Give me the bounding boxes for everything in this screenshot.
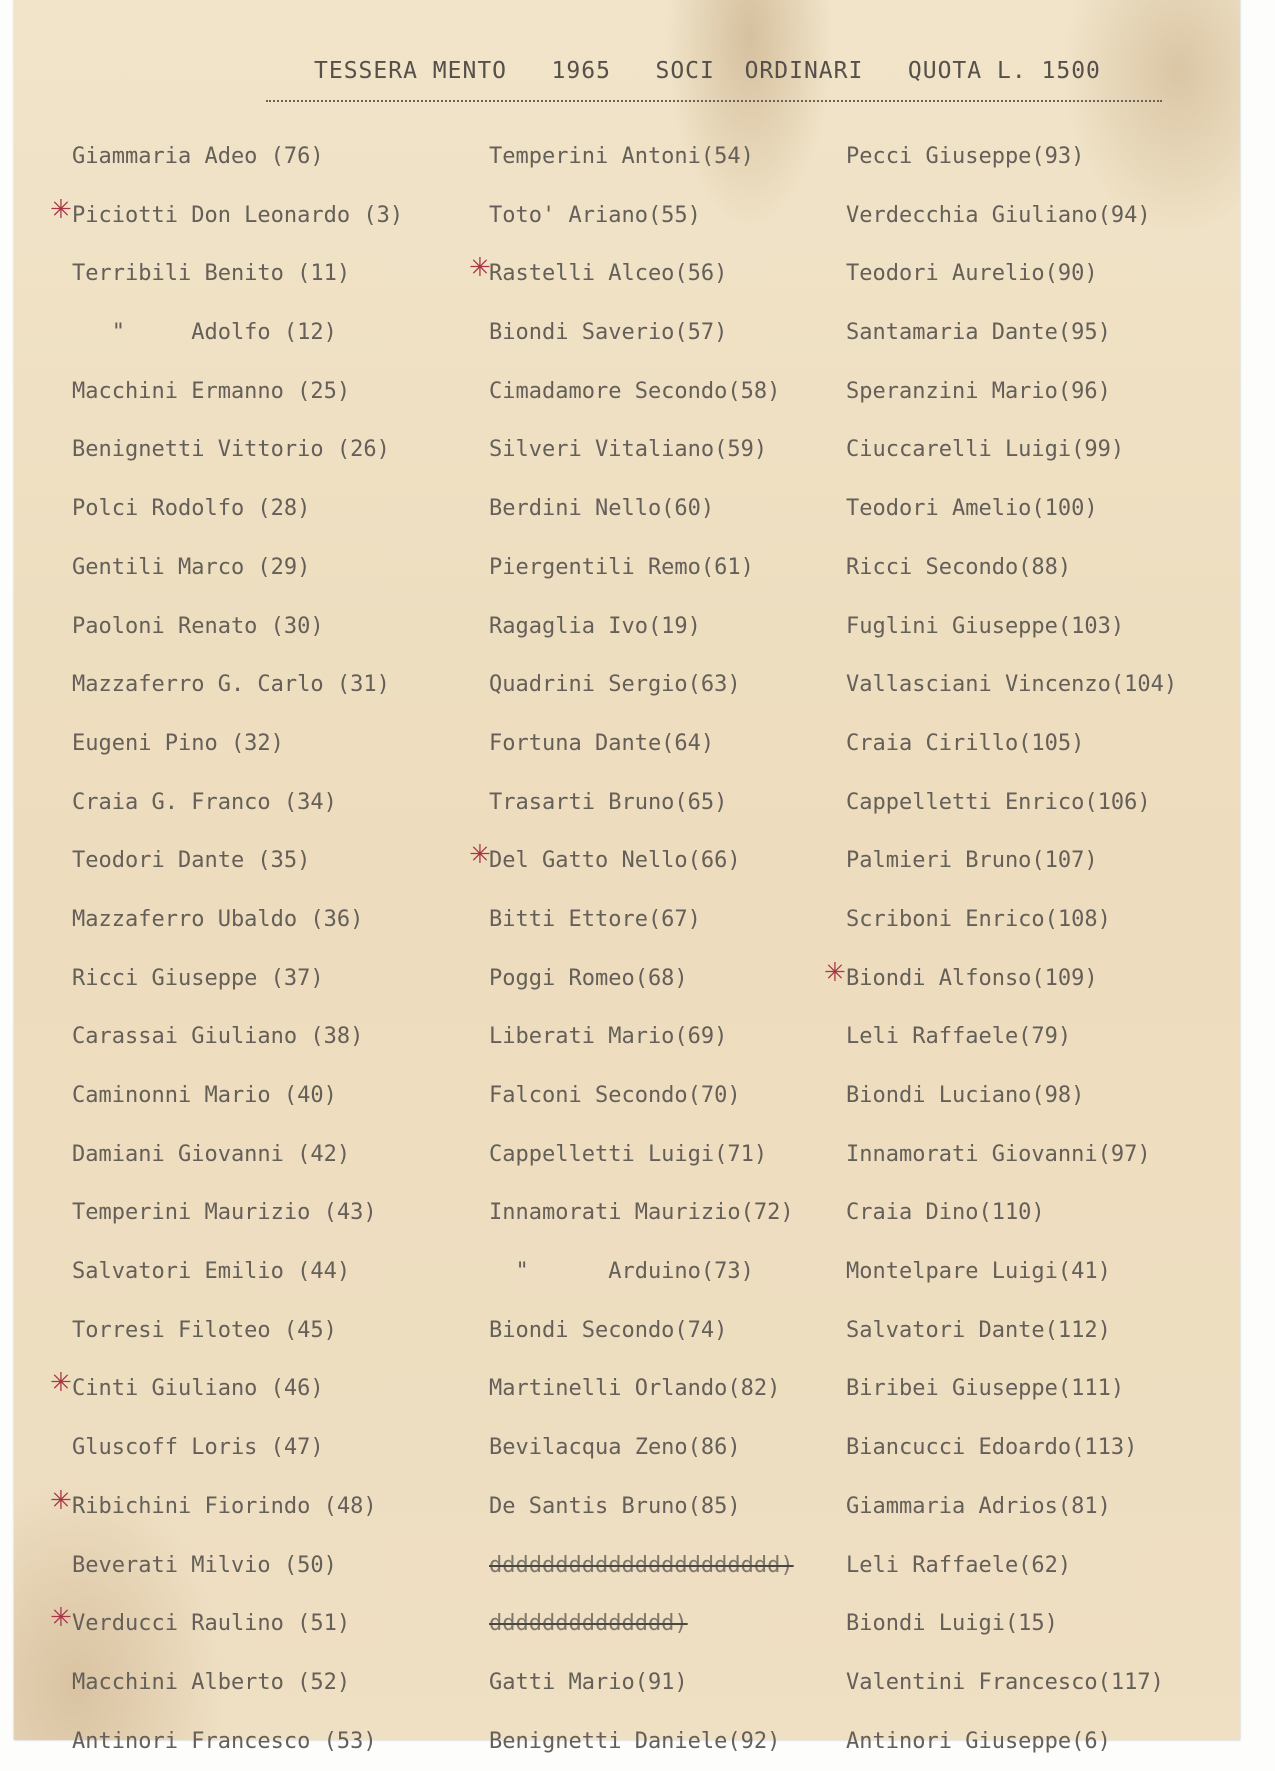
- red-asterisk-icon: ✳: [50, 1485, 72, 1516]
- member-name: Teodori Amelio(100): [846, 496, 1098, 522]
- member-entry: [846, 128, 1177, 187]
- member-entry: [489, 1008, 794, 1067]
- member-entry: [846, 1537, 1177, 1596]
- member-name: Giammaria Adrios(81): [846, 1493, 1111, 1519]
- red-asterisk-icon: ✳: [50, 1603, 72, 1634]
- member-entry: [846, 1008, 1177, 1067]
- member-name: Santamaria Dante(95): [846, 320, 1111, 346]
- member-entry: [489, 598, 794, 657]
- member-name: Macchini Alberto (52): [72, 1669, 351, 1695]
- member-entry: [50, 187, 404, 246]
- member-entry: [846, 1478, 1177, 1537]
- member-entry: [846, 304, 1177, 363]
- member-name: Trasarti Bruno(65): [489, 789, 728, 815]
- member-entry: [72, 656, 403, 715]
- red-asterisk-icon: ✳: [469, 840, 491, 871]
- member-entry: [469, 245, 794, 304]
- member-name: Cappelletti Enrico(106): [846, 789, 1151, 815]
- member-entry: [72, 128, 403, 187]
- member-name: Paoloni Renato (30): [72, 613, 324, 639]
- member-entry: [72, 539, 403, 598]
- member-entry: [72, 480, 403, 539]
- member-name: Cappelletti Luigi(71): [489, 1141, 768, 1167]
- member-name: Ricci Giuseppe (37): [72, 965, 324, 991]
- member-name: Montelpare Luigi(41): [846, 1259, 1111, 1285]
- member-entry: [846, 480, 1177, 539]
- member-entry: [72, 1067, 403, 1126]
- member-name: Verdecchia Giuliano(94): [846, 202, 1151, 228]
- member-name: De Santis Bruno(85): [489, 1493, 741, 1519]
- member-entry: [846, 1360, 1177, 1419]
- member-entry: [72, 1126, 403, 1185]
- document-page: [14, 0, 1240, 1754]
- member-entry: [489, 715, 794, 774]
- member-entry: [846, 187, 1177, 246]
- member-entry: [469, 832, 794, 891]
- member-name: Antinori Francesco (53): [72, 1728, 377, 1754]
- member-entry: [846, 1302, 1177, 1361]
- member-name: Liberati Mario(69): [489, 1024, 728, 1050]
- member-name: Gatti Mario(91): [489, 1669, 688, 1695]
- member-entry: [72, 1008, 403, 1067]
- member-entry: [489, 656, 794, 715]
- member-name: Rastelli Alceo(56): [489, 261, 728, 287]
- member-name: Vallasciani Vincenzo(104): [846, 672, 1178, 698]
- member-name: Benignetti Vittorio (26): [72, 437, 390, 463]
- member-name: Quadrini Sergio(63): [489, 672, 741, 698]
- member-entry: [489, 187, 794, 246]
- member-entry: [846, 421, 1177, 480]
- member-name: Valentini Francesco(117): [846, 1669, 1164, 1695]
- member-name: Ricci Secondo(88): [846, 554, 1072, 580]
- member-entry: [72, 598, 403, 657]
- member-name: Antinori Giuseppe(6): [846, 1728, 1111, 1754]
- member-entry: [489, 774, 794, 833]
- member-name: Macchini Ermanno (25): [72, 378, 351, 404]
- member-name: Biondi Luciano(98): [846, 1083, 1085, 1108]
- member-entry: [489, 1360, 794, 1419]
- member-entry: [72, 304, 403, 363]
- member-name: Palmieri Bruno(107): [846, 848, 1098, 874]
- member-name: Toto' Ariano(55): [489, 202, 701, 228]
- member-name: Teodori Aurelio(90): [846, 261, 1098, 287]
- member-name: Terribili Benito (11): [72, 261, 351, 287]
- member-entry: [846, 774, 1177, 833]
- member-name: Martinelli Orlando(82): [489, 1376, 781, 1402]
- member-entry: [489, 1067, 794, 1126]
- member-name: Torresi Filoteo (45): [72, 1317, 337, 1343]
- member-name: Ribichini Fiorindo (48): [72, 1493, 377, 1519]
- member-name: Gluscoff Loris (47): [72, 1435, 324, 1461]
- member-entry: [846, 1654, 1177, 1713]
- member-name: Leli Raffaele(62): [846, 1552, 1072, 1578]
- member-entry: [489, 1302, 794, 1361]
- member-name: Bitti Ettore(67): [489, 906, 701, 932]
- red-asterisk-icon: ✳: [50, 194, 72, 225]
- member-column-1: [50, 128, 404, 1771]
- member-name: Salvatori Dante(112): [846, 1317, 1111, 1343]
- member-entry: [846, 1243, 1177, 1302]
- member-name: Biribei Giuseppe(111): [846, 1376, 1125, 1402]
- member-name: Innamorati Giovanni(97): [846, 1141, 1151, 1167]
- member-entry: [72, 832, 403, 891]
- member-entry: [72, 774, 403, 833]
- member-entry: [846, 656, 1177, 715]
- member-name: Giammaria Adeo (76): [72, 144, 324, 169]
- member-entry: [489, 363, 794, 422]
- member-entry: [846, 832, 1177, 891]
- member-entry: [846, 363, 1177, 422]
- member-name: Polci Rodolfo (28): [72, 496, 311, 522]
- member-entry: [846, 245, 1177, 304]
- member-entry: [489, 480, 794, 539]
- member-name: Benignetti Daniele(92): [489, 1728, 781, 1754]
- member-name: Biondi Saverio(57): [489, 320, 728, 346]
- member-name: Biondi Alfonso(109): [846, 965, 1098, 991]
- member-entry: [489, 1184, 794, 1243]
- member-column-3: [824, 128, 1178, 1771]
- member-name: Bevilacqua Zeno(86): [489, 1435, 741, 1461]
- member-entry: [846, 891, 1177, 950]
- member-entry: [72, 421, 403, 480]
- member-entry: [489, 1126, 794, 1185]
- member-name: Del Gatto Nello(66): [489, 848, 741, 874]
- member-entry: [846, 1595, 1177, 1654]
- member-name: Scriboni Enrico(108): [846, 906, 1111, 932]
- member-name: Innamorati Maurizio(72): [489, 1200, 794, 1226]
- member-entry: [846, 715, 1177, 774]
- member-name: Craia Dino(110): [846, 1200, 1045, 1226]
- member-name: Fuglini Giuseppe(103): [846, 613, 1125, 639]
- member-name: Biancucci Edoardo(113): [846, 1435, 1138, 1461]
- member-name: Biondi Luigi(15): [846, 1611, 1058, 1637]
- member-name: Verducci Raulino (51): [72, 1611, 351, 1637]
- member-entry: [846, 1419, 1177, 1478]
- member-name: Falconi Secondo(70): [489, 1083, 741, 1108]
- member-name: Eugeni Pino (32): [72, 730, 284, 756]
- member-entry: [72, 1419, 403, 1478]
- member-name: Biondi Secondo(74): [489, 1317, 728, 1343]
- member-name: dddddddddddddddddddddd): [489, 1552, 794, 1578]
- member-entry: [824, 950, 1177, 1009]
- member-column-2: [469, 128, 794, 1771]
- member-name: Ciuccarelli Luigi(99): [846, 437, 1125, 463]
- member-entry: [72, 363, 403, 422]
- member-entry: [846, 1126, 1177, 1185]
- member-name: Pecci Giuseppe(93): [846, 144, 1085, 169]
- red-asterisk-icon: ✳: [469, 253, 491, 284]
- member-entry: [72, 1302, 403, 1361]
- member-name: dddddddddddddd): [489, 1611, 688, 1637]
- member-name: Caminonni Mario (40): [72, 1083, 337, 1108]
- member-name: Temperini Maurizio (43): [72, 1200, 377, 1226]
- member-entry: [489, 950, 794, 1009]
- member-entry: [50, 1478, 403, 1537]
- member-entry: [489, 1478, 794, 1537]
- member-name: Craia Cirillo(105): [846, 730, 1085, 756]
- red-asterisk-icon: ✳: [50, 1368, 72, 1399]
- member-entry: [846, 1713, 1177, 1771]
- member-entry: [489, 304, 794, 363]
- member-entry: [489, 1595, 794, 1654]
- member-name: Mazzaferro G. Carlo (31): [72, 672, 390, 698]
- member-name: Damiani Giovanni (42): [72, 1141, 351, 1167]
- member-name: Cimadamore Secondo(58): [489, 378, 781, 404]
- member-entry: [846, 1067, 1177, 1126]
- member-name: Salvatori Emilio (44): [72, 1259, 351, 1285]
- member-name: Craia G. Franco (34): [72, 789, 337, 815]
- member-entry: [489, 1419, 794, 1478]
- member-entry: [72, 1243, 403, 1302]
- title-underline: [266, 100, 1162, 102]
- member-entry: [489, 1713, 794, 1771]
- member-entry: [50, 1595, 403, 1654]
- member-entry: [50, 1360, 403, 1419]
- member-entry: [72, 1654, 403, 1713]
- member-name: Leli Raffaele(79): [846, 1024, 1072, 1050]
- member-entry: [489, 1654, 794, 1713]
- member-name: Ragaglia Ivo(19): [489, 613, 701, 639]
- member-name: " Adolfo (12): [72, 320, 337, 346]
- member-entry: [846, 539, 1177, 598]
- member-entry: [489, 421, 794, 480]
- member-name: Teodori Dante (35): [72, 848, 311, 874]
- member-entry: [489, 539, 794, 598]
- member-name: Mazzaferro Ubaldo (36): [72, 906, 364, 932]
- member-entry: [72, 950, 403, 1009]
- member-name: Silveri Vitaliano(59): [489, 437, 768, 463]
- member-entry: [489, 891, 794, 950]
- member-name: " Arduino(73): [489, 1259, 754, 1285]
- member-name: Speranzini Mario(96): [846, 378, 1111, 404]
- member-entry: [489, 1243, 794, 1302]
- member-name: Temperini Antoni(54): [489, 144, 754, 169]
- member-name: Carassai Giuliano (38): [72, 1024, 364, 1050]
- member-name: Poggi Romeo(68): [489, 965, 688, 991]
- member-name: Piergentili Remo(61): [489, 554, 754, 580]
- member-name: Berdini Nello(60): [489, 496, 715, 522]
- member-entry: [72, 715, 403, 774]
- member-name: Fortuna Dante(64): [489, 730, 715, 756]
- member-name: Beverati Milvio (50): [72, 1552, 337, 1578]
- member-entry: [72, 1537, 403, 1596]
- member-name: Piciotti Don Leonardo (3): [72, 202, 404, 228]
- member-entry: [846, 598, 1177, 657]
- member-entry: [846, 1184, 1177, 1243]
- member-entry: [72, 1713, 403, 1771]
- member-name: Cinti Giuliano (46): [72, 1376, 324, 1402]
- member-entry: [489, 1537, 794, 1596]
- member-entry: [489, 128, 794, 187]
- member-name: Gentili Marco (29): [72, 554, 311, 580]
- document-title: TESSERA MENTO 1965 SOCI ORDINARI QUOTA L. 1500: [314, 58, 1101, 84]
- red-asterisk-icon: ✳: [824, 957, 846, 988]
- member-entry: [72, 245, 403, 304]
- member-entry: [72, 891, 403, 950]
- member-entry: [72, 1184, 403, 1243]
